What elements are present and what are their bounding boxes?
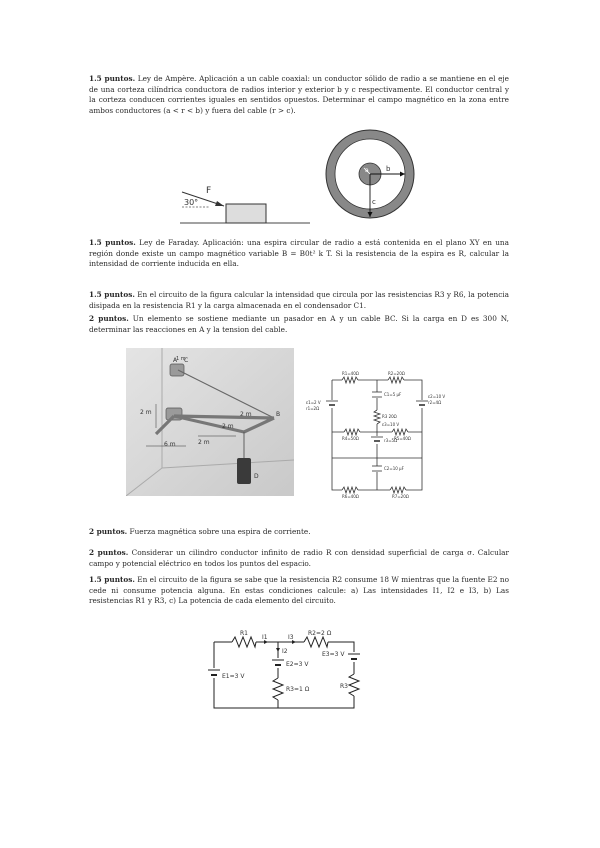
angle-label: 30° — [184, 198, 199, 207]
c1-r7: R7=20Ω — [392, 494, 409, 499]
c1-e3: ε3=10 V — [382, 422, 400, 427]
c1-r1i: r1=2Ω — [306, 406, 320, 411]
radius-a-label: a — [365, 167, 369, 174]
c1-r2i: r2=4Ω — [428, 400, 442, 405]
c1-r2: R2=20Ω — [388, 371, 405, 376]
label-c: C — [184, 357, 189, 364]
force-label: F — [206, 186, 212, 196]
c2-r1: R1 — [240, 630, 248, 637]
label-d: D — [254, 473, 259, 480]
problem-2 — [89, 238, 509, 270]
c2-i2: I2 — [282, 648, 288, 655]
problem-1-points: 1.5 puntos. — [89, 74, 136, 83]
dim-5: 6 m — [164, 441, 176, 448]
c1-r3i: r3=5Ω — [384, 438, 398, 443]
dim-6: 1 m — [176, 356, 186, 362]
c1-c1: C1=5 μF — [384, 392, 402, 397]
dim-1: 2 m — [140, 409, 152, 416]
label-b: B — [276, 411, 281, 418]
c1-r3: R3 20Ω — [382, 414, 397, 419]
problem-5-text: Fuerza magnética sobre una espira de corriente. — [129, 527, 311, 536]
dim-4: 2 m — [198, 439, 210, 446]
dim-2: 2 m — [240, 411, 252, 418]
problem-5-points: 2 puntos. — [89, 527, 128, 536]
c1-r4: R4=50Ω — [342, 436, 359, 441]
problem-6 — [89, 548, 509, 569]
incline-figure — [170, 180, 320, 230]
problem-1 — [89, 74, 509, 116]
problem-7 — [89, 575, 509, 607]
problem-3 — [89, 290, 509, 311]
c2-i3: I3 — [288, 634, 294, 641]
c2-e3: E3=3 V — [322, 651, 345, 658]
coax-figure — [324, 128, 416, 220]
circuit-2-figure — [204, 628, 364, 712]
block — [226, 204, 266, 223]
problem-4-points: 2 puntos. — [89, 314, 129, 323]
frame-figure — [126, 348, 294, 496]
c1-r6: R6=40Ω — [342, 494, 359, 499]
problem-3-points: 1.5 puntos. — [89, 290, 135, 299]
c1-e2: ε2=10 V — [428, 394, 446, 399]
problem-1-text: Ley de Ampère. Aplicación a un cable coaxial: un conductor sólido de radio a se mantiene en el eje de una corteza cilíndrica conductora de radios interior y exterior b y c respectivamente. El conductor central y la corteza conducen corrientes iguales en sentidos opuestos. Determinar el campo magnético en la zona entre ambos conductores (a < r < b) y fuera del cable (r > c). — [89, 74, 509, 115]
c2-e1: E1=3 V — [222, 673, 245, 680]
c2-i1: I1 — [262, 634, 268, 641]
label-a: A — [173, 357, 178, 364]
circuit-1-figure — [302, 370, 452, 500]
problem-4 — [89, 314, 509, 335]
c2-r3: R3 — [340, 683, 348, 690]
c2-e2: E2=3 V — [286, 661, 309, 668]
problem-6-points: 2 puntos. — [89, 548, 129, 557]
c2-r2: R2=2 Ω — [308, 630, 332, 637]
dim-3: 2 m — [222, 423, 234, 430]
problem-5 — [89, 527, 509, 538]
c1-r1: R1=40Ω — [342, 371, 359, 376]
c1-e1: ε1=2 V — [306, 400, 321, 405]
radius-c-label: c — [372, 198, 376, 206]
problem-2-points: 1.5 puntos. — [89, 238, 136, 247]
problem-3-text: En el circuito de la figura calcular la intensidad que circula por las resistencias R3 y R6, la potencia disipada en la resistencia R1 y la carga almacenada en el condensador C1. — [89, 290, 509, 310]
c1-r5: R5=40Ω — [394, 436, 411, 441]
c1-c2: C2=10 μF — [384, 466, 404, 471]
problem-2-text: Ley de Faraday. Aplicación: una espira circular de radio a está contenida en el plano XY en una región donde existe un campo magnético variable B = B0t² k T. Si la resistencia de la espira es R, calcular la intensidad de corriente inducida en ella. — [89, 238, 509, 269]
problem-4-text: Un elemento se sostiene mediante un pasador en A y un cable BC. Si la carga en D es 300 N, determinar las reacciones en A y la tension del cable. — [89, 314, 509, 334]
problem-6-text: Considerar un cilindro conductor infinito de radio R con densidad superficial de carga σ. Calcular campo y potencial eléctrico en todos los puntos del espacio. — [89, 548, 509, 568]
c2-r4: R3=1 Ω — [286, 686, 310, 693]
problem-7-points: 1.5 puntos. — [89, 575, 135, 584]
radius-b-label: b — [386, 165, 391, 173]
weight-d — [237, 458, 251, 484]
problem-7-text: En el circuito de la figura se sabe que la resistencia R2 consume 18 W mientras que la fuente E2 no cede ni consume potencia alguna. En estas condiciones calcule: a) Las intensidades I1, I2 e I3, b) Las resistencias R1 y R3, c) La potencia de cada elemento del circuito. — [89, 575, 509, 606]
